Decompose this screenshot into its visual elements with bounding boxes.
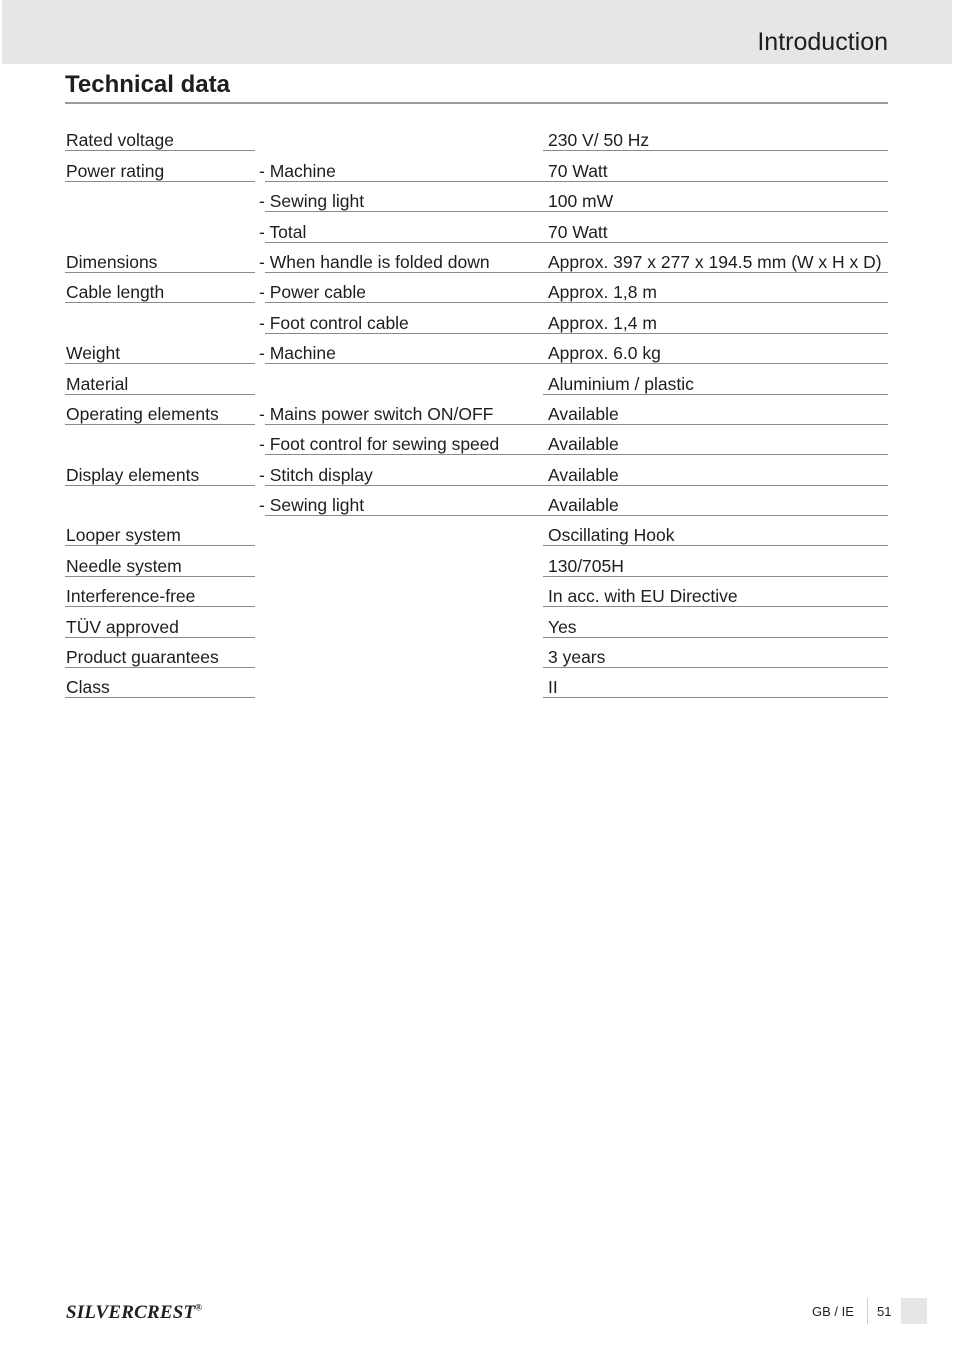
- spec-value: Approx. 1,4 m: [548, 312, 657, 333]
- spec-table: [65, 121, 888, 698]
- spec-row: [65, 455, 888, 485]
- spec-value: 70 Watt: [548, 160, 608, 181]
- spec-row: [65, 668, 888, 698]
- spec-detail: - Mains power switch ON/OFF: [259, 403, 494, 424]
- language-code: GB / IE: [812, 1304, 854, 1319]
- spec-value: Available: [548, 464, 619, 485]
- spec-label: Dimensions: [66, 251, 158, 272]
- spec-detail: - Sewing light: [259, 191, 365, 212]
- spec-detail: - Foot control for sewing speed: [259, 434, 500, 455]
- spec-value: 70 Watt: [548, 221, 608, 242]
- spec-row: [65, 395, 888, 425]
- spec-label: Display elements: [66, 464, 200, 485]
- spec-value: II: [548, 677, 558, 698]
- spec-label: Cable length: [66, 282, 165, 303]
- page-number: 51: [877, 1304, 892, 1319]
- spec-value: Yes: [548, 616, 577, 637]
- spec-row: [65, 182, 888, 212]
- spec-detail: - Power cable: [259, 282, 366, 303]
- spec-row: [65, 638, 888, 668]
- brand-logo: [66, 1302, 202, 1324]
- spec-value: Aluminium / plastic: [548, 373, 694, 394]
- spec-row: [65, 486, 888, 516]
- footer-divider: [867, 1298, 868, 1324]
- spec-value: Approx. 397 x 277 x 194.5 mm (W x H x D): [548, 251, 882, 272]
- spec-detail: - When handle is folded down: [259, 251, 490, 272]
- spec-label: Operating elements: [66, 403, 219, 424]
- spec-detail: - Total: [259, 221, 307, 242]
- spec-row: [65, 364, 888, 394]
- spec-value: Available: [548, 434, 619, 455]
- spec-detail: - Stitch display: [259, 464, 373, 485]
- spec-label: Weight: [66, 343, 121, 364]
- spec-value: 230 V/ 50 Hz: [548, 130, 650, 151]
- spec-row: [65, 425, 888, 455]
- spec-value: Approx. 1,8 m: [548, 282, 657, 303]
- spec-row: [65, 121, 888, 151]
- spec-detail: - Foot control cable: [259, 312, 409, 333]
- page-title: Technical data: [65, 71, 230, 98]
- footer-tab: [901, 1298, 927, 1324]
- brand-name: SILVERCREST: [66, 1302, 196, 1323]
- spec-label: Rated voltage: [66, 130, 174, 151]
- spec-label: Interference-free: [66, 586, 196, 607]
- spec-value: Available: [548, 495, 619, 516]
- spec-value: In acc. with EU Directive: [548, 586, 738, 607]
- spec-label: Product guarantees: [66, 647, 219, 668]
- spec-value: Approx. 6.0 kg: [548, 343, 661, 364]
- spec-value: 100 mW: [548, 191, 614, 212]
- spec-row: [65, 273, 888, 303]
- spec-row: [65, 151, 888, 181]
- spec-label: TÜV approved: [66, 616, 179, 637]
- spec-row: [65, 577, 888, 607]
- spec-label: Power rating: [66, 160, 165, 181]
- spec-label: Class: [66, 677, 110, 698]
- spec-row: [65, 546, 888, 576]
- spec-row: [65, 607, 888, 637]
- spec-label: Needle system: [66, 555, 182, 576]
- spec-row: [65, 303, 888, 333]
- spec-row: [65, 243, 888, 273]
- spec-value: 3 years: [548, 647, 606, 668]
- spec-detail: - Sewing light: [259, 495, 365, 516]
- spec-label: Looper system: [66, 525, 181, 546]
- spec-label: Material: [66, 373, 129, 394]
- spec-row: [65, 334, 888, 364]
- registered-mark: ®: [195, 1302, 203, 1313]
- spec-row: [65, 212, 888, 242]
- spec-detail: - Machine: [259, 160, 336, 181]
- section-label: Introduction: [757, 28, 888, 56]
- spec-value: Oscillating Hook: [548, 525, 675, 546]
- spec-value: 130/705H: [548, 555, 624, 576]
- spec-row: [65, 516, 888, 546]
- spec-value: Available: [548, 403, 619, 424]
- row-rule: [543, 697, 888, 698]
- spec-detail: - Machine: [259, 343, 336, 364]
- row-rule: [65, 697, 255, 698]
- title-divider: [65, 102, 888, 104]
